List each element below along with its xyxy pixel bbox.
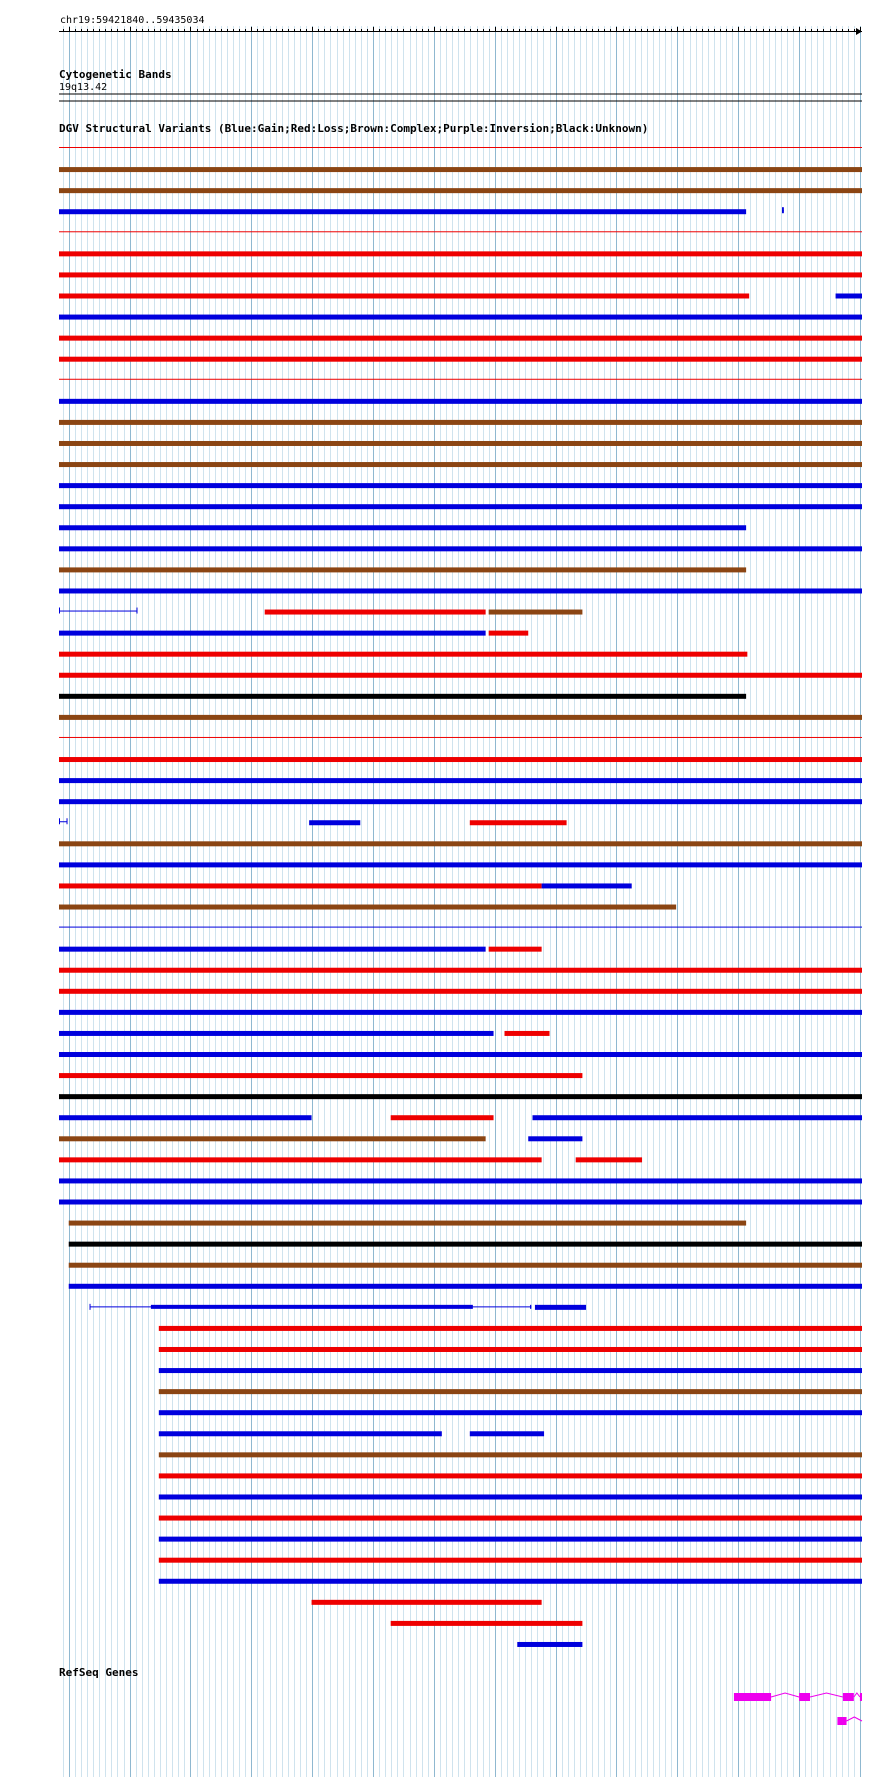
variant-bar [159, 1389, 862, 1394]
locus-label: chr19:59421840..59435034 [60, 15, 205, 26]
variant-bar [59, 652, 747, 657]
variant-feature[interactable] [265, 610, 486, 615]
variant-row[interactable] [59, 799, 862, 804]
refseq-gene[interactable] [837, 1717, 862, 1725]
variant-row[interactable] [59, 652, 747, 657]
variant-bar [535, 1305, 586, 1310]
variant-row[interactable] [159, 1537, 862, 1542]
variant-feature[interactable] [59, 1136, 486, 1141]
dgv-track[interactable] [59, 147, 862, 1647]
variant-bar [59, 1157, 542, 1162]
variant-feature[interactable] [159, 1579, 862, 1584]
variant-row[interactable] [312, 1600, 542, 1605]
variant-feature[interactable] [59, 357, 862, 362]
variant-row[interactable] [159, 1452, 862, 1457]
variant-bar [59, 927, 862, 928]
variant-row[interactable] [391, 1621, 583, 1626]
variant-row[interactable] [59, 1094, 862, 1099]
variant-row[interactable] [59, 357, 862, 362]
cytoband-track-title: Cytogenetic Bands [59, 68, 172, 81]
variant-bar [528, 1136, 582, 1141]
variant-feature[interactable] [391, 1621, 583, 1626]
variant-bar [59, 757, 862, 762]
variant-feature[interactable] [59, 336, 862, 341]
variant-feature[interactable] [59, 588, 862, 593]
variant-feature[interactable] [59, 315, 862, 320]
variant-bar [59, 799, 862, 804]
variant-row[interactable] [90, 1304, 586, 1310]
variant-feature[interactable] [59, 673, 862, 678]
variant-bar [59, 968, 862, 973]
variant-feature[interactable] [59, 1157, 542, 1162]
variant-bar [59, 1031, 494, 1036]
variant-bar [489, 631, 529, 636]
variant-row[interactable] [59, 420, 862, 425]
variant-feature[interactable] [309, 820, 360, 825]
variant-row[interactable] [159, 1494, 862, 1499]
variant-feature[interactable] [59, 293, 749, 298]
variant-feature[interactable] [59, 841, 862, 846]
variant-bar [159, 1368, 862, 1373]
variant-feature[interactable] [59, 462, 862, 467]
variant-feature[interactable] [542, 883, 632, 888]
variant-feature[interactable] [59, 251, 862, 256]
variant-row[interactable] [59, 947, 542, 952]
variant-bar [159, 1579, 862, 1584]
variant-row[interactable] [59, 1136, 582, 1141]
variant-row[interactable] [159, 1326, 862, 1331]
variant-bar [59, 1094, 862, 1099]
variant-feature[interactable] [69, 1242, 862, 1247]
variant-bar [836, 293, 862, 298]
variant-bar [159, 1452, 862, 1457]
variant-bar [59, 293, 749, 298]
variant-feature[interactable] [59, 1031, 494, 1036]
variant-row[interactable] [59, 883, 632, 888]
variant-row[interactable] [59, 737, 862, 738]
variant-bar [59, 188, 862, 193]
variant-row[interactable] [159, 1558, 862, 1563]
variant-row[interactable] [59, 147, 862, 148]
variant-row[interactable] [159, 1473, 862, 1478]
variant-bar [59, 631, 486, 636]
variant-feature[interactable] [782, 207, 784, 213]
variant-bar [391, 1621, 583, 1626]
variant-row[interactable] [59, 546, 862, 551]
variant-bar [517, 1642, 582, 1647]
variant-bar [59, 272, 862, 277]
variant-feature[interactable] [59, 441, 862, 446]
gene-exon [734, 1693, 771, 1701]
variant-row[interactable] [59, 1073, 582, 1078]
variant-bar [59, 167, 862, 172]
variant-bar [159, 1516, 862, 1521]
variant-row[interactable] [59, 1178, 862, 1183]
variant-feature[interactable] [470, 1431, 544, 1436]
position-gridlines [64, 26, 861, 1777]
variant-bar [489, 610, 583, 615]
variant-bar [59, 862, 862, 867]
variant-feature[interactable] [59, 1073, 582, 1078]
variant-bar [59, 673, 862, 678]
variant-bar [59, 525, 746, 530]
variant-row[interactable] [59, 1031, 550, 1036]
variant-bar [59, 379, 862, 380]
variant-bar [59, 1178, 862, 1183]
variant-feature[interactable] [470, 820, 567, 825]
variant-feature[interactable] [59, 737, 862, 738]
variant-bar [59, 778, 862, 783]
variant-row[interactable] [159, 1347, 862, 1352]
variant-row[interactable] [59, 778, 862, 783]
variant-bar [59, 251, 862, 256]
variant-row[interactable] [59, 1157, 642, 1162]
variant-bar [391, 1115, 494, 1120]
variant-feature[interactable] [576, 1157, 642, 1162]
refseq-track-title: RefSeq Genes [59, 1666, 139, 1679]
variant-feature[interactable] [59, 1010, 862, 1015]
gene-exon [837, 1717, 846, 1725]
variant-bar [159, 1347, 862, 1352]
variant-block [530, 1305, 531, 1309]
variant-row[interactable] [59, 272, 862, 277]
variant-row[interactable] [59, 1200, 862, 1205]
variant-bar [312, 1600, 542, 1605]
variant-row[interactable] [59, 336, 862, 341]
variant-row[interactable] [69, 1284, 862, 1289]
variant-bar [159, 1494, 862, 1499]
variant-feature[interactable] [59, 905, 676, 910]
variant-row[interactable] [59, 673, 862, 678]
variant-feature[interactable] [59, 947, 486, 952]
variant-row[interactable] [59, 757, 862, 762]
dgv-track-title: DGV Structural Variants (Blue:Gain;Red:Loss;Brown:Complex;Purple:Inversion;Black:Unknown) [59, 122, 649, 135]
variant-feature[interactable] [59, 927, 862, 928]
variant-bar [59, 483, 862, 488]
variant-bar [59, 504, 862, 509]
variant-bar [532, 1115, 862, 1120]
variant-row[interactable] [59, 989, 862, 994]
variant-feature[interactable] [159, 1494, 862, 1499]
variant-feature[interactable] [159, 1537, 862, 1542]
variant-feature[interactable] [532, 1115, 862, 1120]
variant-feature[interactable] [159, 1452, 862, 1457]
variant-feature[interactable] [159, 1516, 862, 1521]
variant-feature[interactable] [59, 147, 862, 148]
variant-block [151, 1305, 473, 1309]
variant-row[interactable] [69, 1221, 746, 1226]
variant-feature[interactable] [159, 1410, 862, 1415]
variant-row[interactable] [59, 441, 862, 446]
variant-feature[interactable] [159, 1368, 862, 1373]
variant-bar [59, 336, 862, 341]
variant-bar [159, 1326, 862, 1331]
variant-feature[interactable] [836, 293, 862, 298]
variant-feature[interactable] [59, 608, 138, 614]
variant-feature[interactable] [59, 231, 862, 232]
variant-bar [69, 1242, 862, 1247]
variant-row[interactable] [59, 862, 862, 867]
variant-feature[interactable] [59, 652, 747, 657]
variant-row[interactable] [159, 1410, 862, 1415]
variant-row[interactable] [59, 694, 746, 699]
gene-exon [843, 1693, 854, 1701]
variant-row[interactable] [59, 379, 862, 380]
variant-row[interactable] [59, 715, 862, 720]
variant-bar [69, 1221, 746, 1226]
variant-bar [59, 1010, 862, 1015]
variant-row[interactable] [59, 608, 582, 615]
variant-bar [59, 694, 746, 699]
variant-feature[interactable] [159, 1558, 862, 1563]
variant-bar [69, 1284, 862, 1289]
variant-feature[interactable] [59, 799, 862, 804]
variant-row[interactable] [59, 927, 862, 928]
variant-feature[interactable] [505, 1031, 550, 1036]
variant-row[interactable] [59, 483, 862, 488]
variant-row[interactable] [59, 1052, 862, 1057]
variant-feature[interactable] [59, 504, 862, 509]
variant-bar [59, 715, 862, 720]
variant-bar [505, 1031, 550, 1036]
variant-bar [59, 441, 862, 446]
variant-feature[interactable] [59, 167, 862, 172]
variant-row[interactable] [59, 841, 862, 846]
variant-bar [59, 231, 862, 232]
variant-bar [59, 567, 746, 572]
variant-feature[interactable] [159, 1389, 862, 1394]
variant-feature[interactable] [69, 1221, 746, 1226]
variant-row[interactable] [517, 1642, 582, 1647]
variant-bar [59, 989, 862, 994]
variant-feature[interactable] [59, 715, 862, 720]
variant-row[interactable] [59, 188, 862, 193]
variant-row[interactable] [59, 167, 862, 172]
variant-feature[interactable] [59, 883, 542, 888]
gene-intron [810, 1693, 843, 1697]
variant-bar [59, 546, 862, 551]
variant-row[interactable] [59, 631, 528, 636]
gene-exon [799, 1693, 810, 1701]
variant-bar [59, 821, 68, 822]
variant-feature[interactable] [59, 1094, 862, 1099]
variant-bar [59, 315, 862, 320]
variant-feature[interactable] [59, 483, 862, 488]
variant-feature[interactable] [59, 1178, 862, 1183]
variant-feature[interactable] [59, 209, 746, 214]
variant-row[interactable] [59, 504, 862, 509]
variant-feature[interactable] [517, 1642, 582, 1647]
variant-feature[interactable] [489, 610, 583, 615]
variant-row[interactable] [59, 251, 862, 256]
variant-row[interactable] [59, 293, 862, 298]
variant-feature[interactable] [59, 968, 862, 973]
variant-bar [59, 611, 138, 612]
variant-bar [159, 1410, 862, 1415]
variant-row[interactable] [59, 399, 862, 404]
variant-bar [59, 841, 862, 846]
variant-row[interactable] [69, 1263, 862, 1268]
variant-row[interactable] [159, 1431, 544, 1436]
variant-row[interactable] [159, 1579, 862, 1584]
variant-row[interactable] [69, 1242, 862, 1247]
variant-row[interactable] [59, 525, 746, 530]
variant-feature[interactable] [59, 1115, 312, 1120]
variant-feature[interactable] [59, 989, 862, 994]
variant-feature[interactable] [59, 631, 486, 636]
variant-feature[interactable] [535, 1305, 586, 1310]
variant-feature[interactable] [391, 1115, 494, 1120]
variant-row[interactable] [59, 567, 746, 572]
variant-feature[interactable] [69, 1284, 862, 1289]
variant-row[interactable] [159, 1389, 862, 1394]
variant-feature[interactable] [59, 778, 862, 783]
variant-bar [59, 905, 676, 910]
gene-exon [860, 1693, 862, 1701]
variant-bar [59, 357, 862, 362]
variant-feature[interactable] [489, 631, 529, 636]
variant-row[interactable] [59, 207, 784, 214]
variant-feature[interactable] [59, 694, 746, 699]
variant-feature[interactable] [489, 947, 542, 952]
variant-bar [265, 610, 486, 615]
variant-feature[interactable] [159, 1347, 862, 1352]
variant-feature[interactable] [159, 1326, 862, 1331]
variant-bar [59, 399, 862, 404]
variant-bar [59, 588, 862, 593]
variant-feature[interactable] [159, 1431, 442, 1436]
variant-feature[interactable] [312, 1600, 542, 1605]
variant-feature[interactable] [59, 757, 862, 762]
variant-row[interactable] [59, 588, 862, 593]
variant-bar [470, 1431, 544, 1436]
variant-row[interactable] [59, 1010, 862, 1015]
variant-feature[interactable] [59, 862, 862, 867]
variant-bar [159, 1558, 862, 1563]
variant-bar [59, 147, 862, 148]
variant-row[interactable] [59, 231, 862, 232]
variant-bar [159, 1431, 442, 1436]
variant-feature[interactable] [59, 188, 862, 193]
variant-bar [59, 737, 862, 738]
variant-bar [59, 947, 486, 952]
variant-feature[interactable] [59, 272, 862, 277]
variant-bar [59, 1136, 486, 1141]
variant-bar [489, 947, 542, 952]
variant-row[interactable] [159, 1368, 862, 1373]
variant-bar [576, 1157, 642, 1162]
cytoband-label: 19q13.42 [59, 82, 108, 93]
ruler-arrow-icon [856, 28, 862, 35]
variant-feature[interactable] [59, 399, 862, 404]
variant-row[interactable] [159, 1516, 862, 1521]
variant-feature[interactable] [59, 420, 862, 425]
variant-bar [59, 209, 746, 214]
variant-bar [542, 883, 632, 888]
variant-feature[interactable] [59, 1052, 862, 1057]
variant-feature[interactable] [59, 567, 746, 572]
variant-row[interactable] [59, 905, 676, 910]
variant-row[interactable] [59, 968, 862, 973]
variant-bar [59, 1115, 312, 1120]
variant-bar [59, 1200, 862, 1205]
variant-feature[interactable] [59, 525, 746, 530]
variant-row[interactable] [59, 315, 862, 320]
variant-bar [59, 1073, 582, 1078]
variant-bar [59, 462, 862, 467]
variant-feature[interactable] [59, 546, 862, 551]
variant-bar [309, 820, 360, 825]
variant-feature[interactable] [528, 1136, 582, 1141]
variant-bar [59, 420, 862, 425]
variant-feature[interactable] [90, 1304, 531, 1310]
position-ruler[interactable] [59, 27, 862, 35]
variant-feature[interactable] [159, 1473, 862, 1478]
variant-feature[interactable] [69, 1263, 862, 1268]
variant-bar [159, 1537, 862, 1542]
variant-bar [59, 1052, 862, 1057]
variant-bar [59, 883, 542, 888]
variant-feature[interactable] [59, 379, 862, 380]
variant-feature[interactable] [59, 1200, 862, 1205]
variant-bar [69, 1263, 862, 1268]
variant-row[interactable] [59, 1115, 862, 1120]
variant-bar [470, 820, 567, 825]
variant-bar [159, 1473, 862, 1478]
variant-row[interactable] [59, 462, 862, 467]
